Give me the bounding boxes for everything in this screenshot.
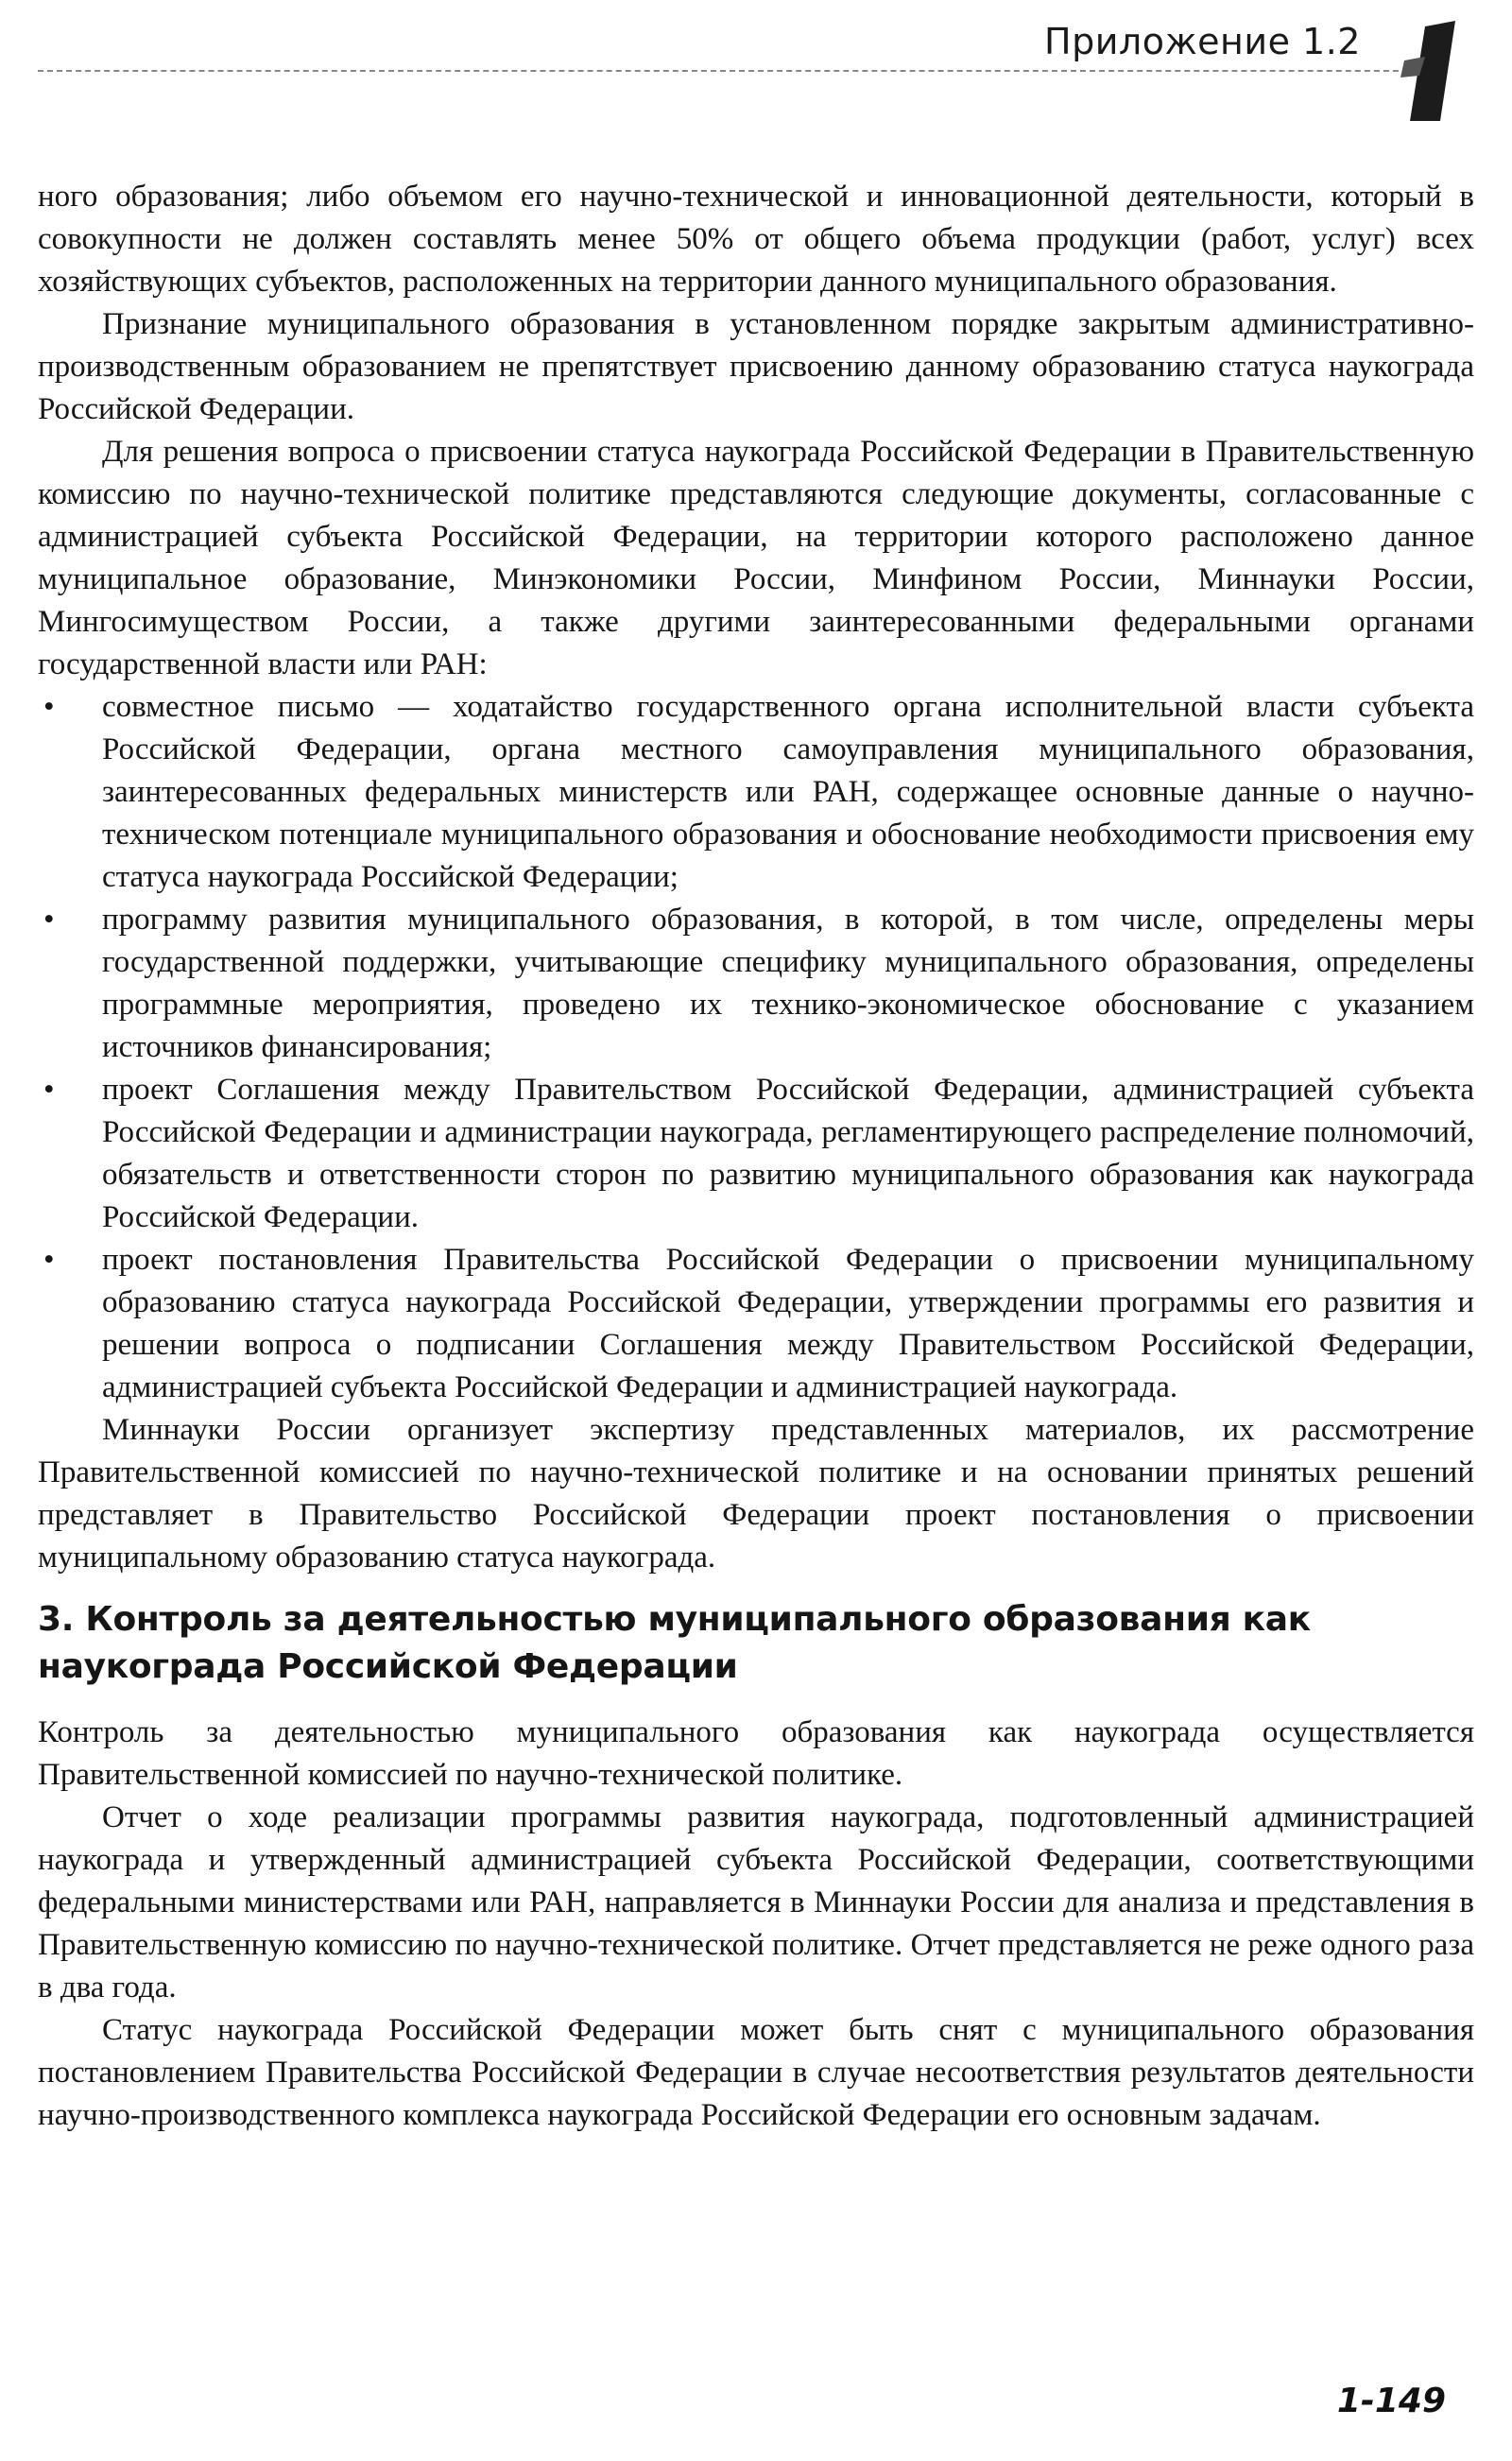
section-heading: 3. Контроль за деятельностью муниципального образования как наукограда Российской Федерации: [38, 1600, 1311, 1686]
list-item: [38, 1069, 1474, 1239]
list-item-text: проект Соглашения между Правительством Российской Федерации, администрацией субъекта Российской Федерации и администрации наукограда, регламентирующего распределение полномочий, обязательств и ответственности сторон по развитию муниципального образования как наукограда Российской Федерации.: [102, 1073, 1474, 1234]
intro-paragraph-3: Для решения вопроса о присвоении статуса наукограда Российской Федерации в Правительственную комиссию по научно-технической политике представляются следующие документы, согласованные с администрацией субъекта Российской Федерации, на территории которого расположено данное муниципальное образование, Минэкономики России, Минфином России, Миннауки России, Мингосимуществом России, а также другими заинтересованными федеральными органами государственной власти или РАН:: [38, 435, 1474, 681]
list-item: [38, 899, 1474, 1069]
running-header-title: Приложение 1.2: [1044, 21, 1361, 62]
after-list-paragraph: Миннауки России организует экспертизу представленных материалов, их рассмотрение Правительственной комиссией по научно-технической политике и на основании принятых решений представляет в Правительство Российской Федерации проект постановления о присвоении муниципальному образованию статуса наукограда.: [38, 1413, 1474, 1575]
page-content: [38, 176, 1474, 2137]
section-paragraph-2: Отчет о ходе реализации программы развития наукограда, подготовленный администрацией наукограда и утвержденный администрацией субъекта Российской Федерации, соответствующими федеральными министерствами или РАН, направляется в Миннауки России для анализа и представления в Правительственную комиссию по научно-технической политике. Отчет представляется не реже одного раза в два года.: [38, 1800, 1474, 2005]
header-rule: [38, 70, 1427, 72]
bullet-icon: •: [43, 903, 55, 937]
list-item: [38, 686, 1474, 899]
list-item-text: совместное письмо — ходатайство государственного органа исполнительной власти субъекта Российской Федерации, органа местного самоуправления муниципального образования, заинтересованных федеральных министерств или РАН, содержащее основные данные о научно-техническом потенциале муниципального образования и обоснование необходимости присвоения ему статуса наукограда Российской Федерации;: [102, 690, 1474, 894]
list-item: [38, 1239, 1474, 1409]
section-paragraph-3: Статус наукограда Российской Федерации может быть снят с муниципального образования постановлением Правительства Российской Федерации в случае несоответствия результатов деятельности научно-производственного комплекса наукограда Российской Федерации его основным задачам.: [38, 2013, 1474, 2132]
section-paragraph-1: Контроль за деятельностью муниципального образования как наукограда осуществляется Правительственной комиссией по научно-технической политике.: [38, 1715, 1474, 1792]
documents-list: [38, 686, 1474, 1409]
bullet-icon: •: [43, 1073, 55, 1107]
bullet-icon: •: [43, 690, 55, 724]
chapter-mark-icon: [1397, 19, 1463, 123]
bullet-icon: •: [43, 1243, 55, 1277]
intro-paragraph-2: Признание муниципального образования в установленном порядке закрытым административно-производственным образованием не препятствует присвоению данному образованию статуса наукограда Российской Федерации.: [38, 307, 1474, 426]
intro-paragraph-1: ного образования; либо объемом его научно-технической и инновационной деятельности, который в совокупности не должен составлять менее 50% от общего объема продукции (работ, услуг) всех хозяйствующих субъектов, расположенных на территории данного муниципального образования.: [38, 180, 1474, 299]
list-item-text: проект постановления Правительства Российской Федерации о присвоении муниципальному образованию статуса наукограда Российской Федерации, утверждении программы его развития и решении вопроса о подписании Соглашения между Правительством Российской Федерации, администрацией субъекта Российской Федерации и администрацией наукограда.: [102, 1243, 1474, 1404]
page-number: 1-149: [1336, 2382, 1446, 2420]
list-item-text: программу развития муниципального образования, в которой, в том числе, определены меры государственной поддержки, учитывающие специфику муниципального образования, определены программные мероприятия, проведено их технико-экономическое обоснование с указанием источников финансирования;: [102, 903, 1474, 1064]
